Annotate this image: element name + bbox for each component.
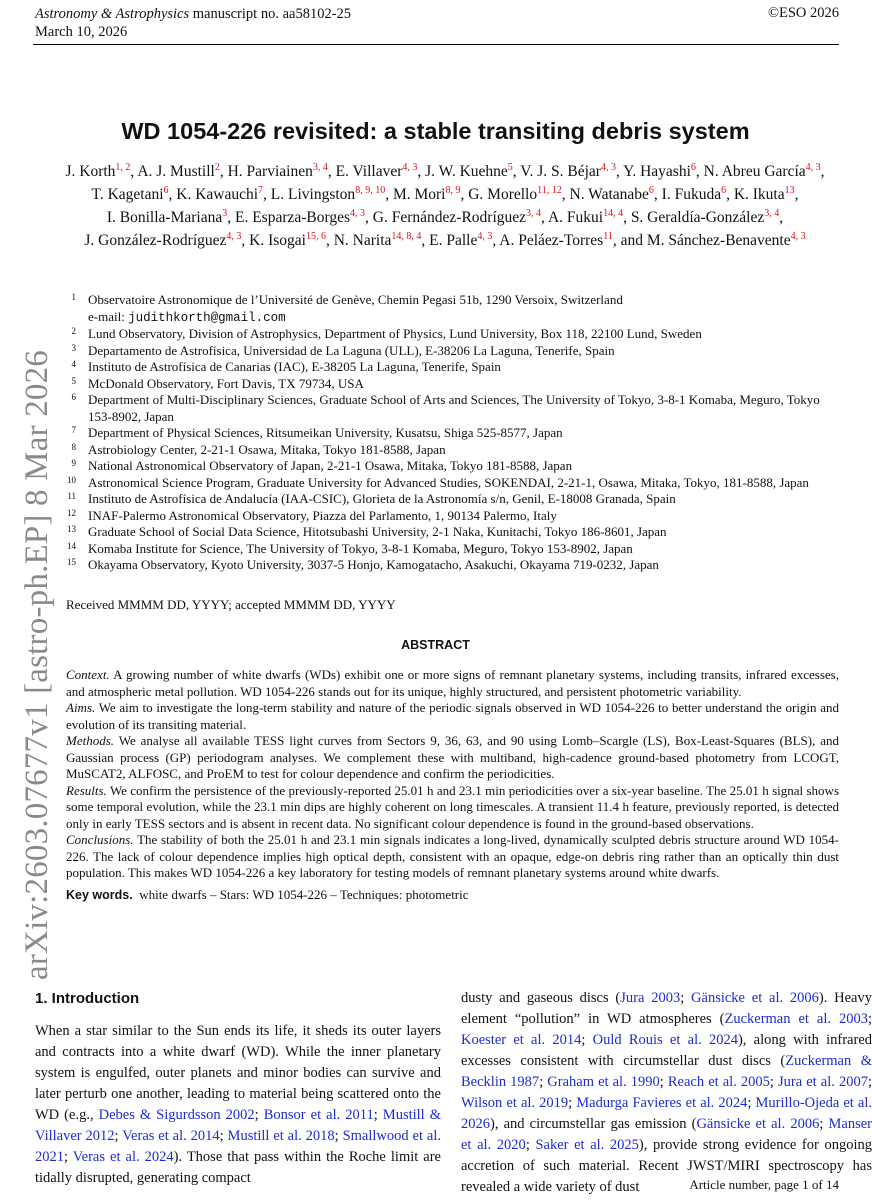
affiliation-text: Department of Multi-Disciplinary Sciences, Graduate School of Arts and Sciences, The University of Tokyo, 3-8-1 Komaba, Meguro, Tokyo 153-8902, Japan bbox=[88, 392, 820, 424]
affiliation-number: 12 bbox=[67, 507, 76, 518]
abstract-text: The stability of both the 25.01 h and 23.1 min signals indicates a long-lived, dynamically sculpted debris structure around WD 1054-226. The lack of colour dependence implies high optical depth, consistent with an opaque, edge-on debris ring rather than an optically thin dust population. This makes WD 1054-226 a key laboratory for testing models of remnant planetary systems around white dwarfs. bbox=[66, 832, 840, 880]
affiliation bbox=[62, 458, 840, 475]
body-text: ; bbox=[747, 1095, 756, 1111]
author-affiliation-ref[interactable]: 5 bbox=[507, 162, 513, 173]
arxiv-stamp[interactable]: arXiv:2603.07677v1 [astro-ph.EP] 8 Mar 2026 bbox=[19, 349, 55, 980]
header-date: March 10, 2026 bbox=[35, 24, 128, 40]
author-affiliation-ref[interactable]: 4, 3 bbox=[226, 231, 242, 242]
author: A. Peláez-Torres$^{11}$, and bbox=[499, 231, 643, 249]
intro-right-column bbox=[461, 988, 872, 1198]
abstract-label: Results. bbox=[66, 782, 107, 798]
page-footer: Article number, page 1 of 14 bbox=[689, 1177, 839, 1192]
affiliation-text: Astronomical Science Program, Graduate University for Advanced Studies, SOKENDAI, 2-21-1, Osawa, Mitaka, Tokyo, 181-8588, Japan bbox=[88, 474, 809, 490]
citation-link[interactable]: Jura 2003 bbox=[620, 990, 681, 1006]
abstract-label: Methods. bbox=[66, 733, 115, 748]
author: J. W. Kuehne$^5$, bbox=[425, 162, 517, 180]
author: H. Parviainen$^{3, 4}$, bbox=[227, 162, 332, 180]
affiliation bbox=[62, 557, 840, 574]
author-affiliation-ref[interactable]: 14, 8, 4 bbox=[391, 231, 422, 242]
author: E. Esparza-Borges$^{4, 3}$, bbox=[234, 208, 369, 226]
abstract-text: We confirm the persistence of the previously-reported 25.01 h and 23.1 min periodicities over a six-year baseline. The 25.01 h signal shows some temporal evolution, while the 23.1 min dips are highly coherent on long timescales. A transient 11.4 h feature, previously reported, is detected only in early TESS sectors and is absent in recent data. No significant colour dependence is found in the ground-based observations. bbox=[66, 782, 839, 831]
affiliation-text: Okayama Observatory, Kyoto University, 3037-5 Honjo, Kamogatacho, Asakuchi, Okayama 719-0232, Japan bbox=[88, 557, 659, 572]
citation-link[interactable]: Graham et al. 1990 bbox=[547, 1074, 660, 1090]
body-text: ; bbox=[373, 1107, 383, 1123]
author-affiliation-ref[interactable]: 4, 3 bbox=[790, 231, 806, 242]
citation-link[interactable]: Koester et al. 2014 bbox=[461, 1032, 582, 1048]
author-affiliation-ref[interactable]: 13 bbox=[784, 185, 795, 196]
body-text: ; bbox=[581, 1032, 593, 1048]
author-affiliation-ref[interactable]: 3, 4 bbox=[526, 208, 542, 219]
author-affiliation-ref[interactable]: 4, 3 bbox=[402, 162, 418, 173]
author-affiliation-ref[interactable]: 14, 4 bbox=[603, 208, 624, 219]
body-text: ; bbox=[659, 1074, 668, 1090]
affiliation bbox=[62, 359, 840, 376]
body-text: ; bbox=[254, 1107, 264, 1123]
body-text: ; bbox=[114, 1128, 123, 1144]
citation-link[interactable]: Wilson et al. 2019 bbox=[461, 1095, 569, 1111]
author-affiliation-ref[interactable]: 11, 12 bbox=[537, 185, 562, 196]
author-affiliation-ref[interactable]: 6 bbox=[721, 185, 727, 196]
citation-link[interactable]: Gänsicke et al. 2006 bbox=[691, 990, 819, 1006]
author: K. Isogai$^{15, 6}$, bbox=[249, 231, 330, 249]
affiliation-number: 2 bbox=[71, 326, 76, 336]
journal-name: Astronomy & Astrophysics bbox=[35, 6, 190, 22]
author-affiliation-ref[interactable]: 7 bbox=[258, 185, 264, 196]
abstract-text: A growing number of white dwarfs (WDs) exhibit one or more signs of remnant planetary systems, including transits, infrared excesses, and atmospheric metal pollution. WD 1054-226 stands out for its unique, highly structured, and persistent photometric variability. bbox=[66, 667, 839, 699]
author: K. Ikuta$^{13}$, bbox=[733, 185, 799, 203]
author: G. Fernández-Rodríguez$^{3, 4}$, bbox=[372, 208, 545, 226]
author-list bbox=[52, 160, 838, 252]
affiliation bbox=[62, 326, 840, 343]
abstract-label: Context. bbox=[66, 667, 110, 682]
affiliation-text: Department of Physical Sciences, Ritsumeikan University, Kusatsu, Shiga 525-8577, Japan bbox=[88, 425, 563, 440]
citation-link[interactable]: Veras et al. 2014 bbox=[122, 1128, 220, 1144]
affiliation-text: Lund Observatory, Division of Astrophysics, Department of Physics, Lund University, Box 118, 22100 Lund, Sweden bbox=[88, 326, 702, 341]
intro-left-column bbox=[35, 1021, 441, 1189]
abstract-paragraph bbox=[66, 783, 839, 833]
affiliation-number: 3 bbox=[71, 342, 76, 353]
author: E. Villaver$^{4, 3}$, bbox=[335, 162, 422, 180]
author: S. Geraldía-González$^{3, 4}$, bbox=[630, 208, 784, 226]
author: K. Kawauchi$^7$, bbox=[176, 185, 267, 203]
author-affiliation-ref[interactable]: 1, 2 bbox=[115, 162, 131, 173]
abstract-label: Conclusions. bbox=[66, 832, 134, 847]
affiliation bbox=[62, 425, 840, 442]
author-affiliation-ref[interactable]: 6 bbox=[163, 185, 169, 196]
citation-link[interactable]: Ould Rouis et al. 2024 bbox=[592, 1032, 738, 1048]
affiliation-number: 7 bbox=[71, 425, 76, 435]
affiliation bbox=[62, 343, 840, 360]
citation-link[interactable]: Murillo-Ojeda et al. 2026 bbox=[461, 1095, 872, 1132]
citation-link[interactable]: Gänsicke et al. 2006 bbox=[696, 1116, 820, 1132]
citation-link[interactable]: Madurga Favieres et al. 2024 bbox=[576, 1095, 748, 1111]
email-line: e-mail: judithkorth@gmail.com bbox=[88, 308, 286, 325]
author-affiliation-ref[interactable]: 4, 3 bbox=[350, 208, 366, 219]
body-text: ; bbox=[680, 990, 692, 1006]
keywords-text: white dwarfs – Stars: WD 1054-226 – Techniques: photometric bbox=[139, 886, 469, 902]
affiliation-text: Graduate School of Social Data Science, Hitotsubashi University, 2-1 Naka, Kunitachi, Tokyo 186-8601, Japan bbox=[88, 524, 667, 539]
author: I. Fukuda$^6$, bbox=[661, 185, 730, 203]
affiliation-text: Instituto de Astrofísica de Canarias (IAC), E-38205 La Laguna, Tenerife, Spain bbox=[88, 359, 501, 374]
body-text: ; bbox=[568, 1095, 577, 1111]
section-heading-introduction: 1. Introduction bbox=[35, 990, 140, 1007]
affiliation-number: 13 bbox=[67, 524, 76, 534]
affiliation bbox=[62, 475, 840, 492]
body-text: ; bbox=[219, 1128, 228, 1144]
header-rule bbox=[33, 44, 839, 45]
body-text: ; bbox=[525, 1137, 536, 1153]
citation-link[interactable]: Bonsor et al. 2011 bbox=[263, 1107, 374, 1123]
affiliation-number: 4 bbox=[71, 359, 76, 369]
citation-link[interactable]: Zuckerman & Becklin 1987 bbox=[461, 1053, 872, 1090]
author-affiliation-ref[interactable]: 11 bbox=[603, 231, 613, 242]
author-affiliation-ref[interactable]: 15, 6 bbox=[305, 231, 326, 242]
affiliation-number: 1 bbox=[71, 292, 76, 302]
affiliation-number: 8 bbox=[71, 441, 76, 452]
body-text: ; bbox=[769, 1074, 779, 1090]
author: E. Palle$^{4, 3}$, bbox=[429, 231, 497, 249]
author: I. Bonilla-Mariana$^3$, bbox=[106, 208, 232, 226]
affiliation bbox=[62, 491, 840, 508]
author: N. Watanabe$^6$, bbox=[569, 185, 658, 203]
affiliation bbox=[62, 376, 840, 393]
author-affiliation-ref[interactable]: 6 bbox=[648, 185, 654, 196]
citation-link[interactable]: Mustill & Villaver 2012 bbox=[35, 1107, 442, 1144]
affiliation-text: National Astronomical Observatory of Japan, 2-21-1 Osawa, Mitaka, Tokyo 181-8588, Japan bbox=[88, 458, 573, 473]
author: M. Mori$^{8, 9}$, bbox=[392, 185, 465, 203]
abstract-paragraph bbox=[66, 700, 839, 733]
author: J. Korth$^{1, 2}$, bbox=[65, 162, 135, 180]
affiliation-text: McDonald Observatory, Fort Davis, TX 79734, USA bbox=[88, 375, 364, 391]
author: N. Narita$^{14, 8, 4}$, bbox=[333, 231, 426, 249]
abstract-heading: ABSTRACT bbox=[401, 638, 470, 652]
affiliation bbox=[62, 508, 840, 525]
body-text: When a star similar to the Sun ends its life, it sheds its outer layers and contracts into a white dwarf (WD). While the inner planetary system is engulfed, outer planets and minor bodies can survive and later perturb one another, leading to material being scattered onto the WD (e.g., bbox=[35, 1023, 441, 1123]
affiliation bbox=[62, 292, 840, 309]
body-text: ; bbox=[819, 1116, 829, 1132]
citation-link[interactable]: Smallwood et al. 2021 bbox=[35, 1128, 441, 1165]
affiliation-number: 6 bbox=[71, 392, 76, 402]
author: A. Fukui$^{14, 4}$, bbox=[547, 208, 627, 226]
affiliation-text: Komaba Institute for Science, The University of Tokyo, 3-8-1 Komaba, Meguro, Tokyo 153-8902, Japan bbox=[88, 540, 633, 556]
affiliation-text: INAF-Palermo Astronomical Observatory, Piazza del Parlamento, 1, 90134 Palermo, Italy bbox=[88, 507, 557, 523]
abstract-text: We analyse all available TESS light curves from Sectors 9, 36, 63, and 90 using Lomb–Scargle (LS), Box-Least-Squares (BLS), and Gaussian process (GP) periodogram analyses. We complement these with multiband, high-cadence ground-based photometry from LCOGT, MuSCAT2, ALFOSC, and ProEM to test for colour dependence and confirm the periodicities. bbox=[66, 733, 840, 781]
body-text: dusty and gaseous discs ( bbox=[461, 990, 621, 1006]
author-affiliation-ref[interactable]: 6 bbox=[690, 162, 696, 173]
citation-link[interactable]: Jura et al. 2007 bbox=[778, 1074, 868, 1090]
author-affiliation-ref[interactable]: 4, 3 bbox=[477, 231, 493, 242]
author: T. Kagetani$^6$, bbox=[91, 185, 173, 203]
abstract-label: Aims. bbox=[66, 700, 96, 715]
body-text: ), and circumstellar gas emission ( bbox=[490, 1116, 697, 1132]
author: G. Morello$^{11, 12}$, bbox=[468, 185, 566, 203]
affiliation bbox=[62, 524, 840, 541]
affiliation bbox=[62, 541, 840, 558]
author-affiliation-ref[interactable]: 8, 9 bbox=[445, 185, 461, 196]
author-affiliation-ref[interactable]: 8, 9, 10 bbox=[355, 185, 386, 196]
affiliation-text: Astrobiology Center, 2-21-1 Osawa, Mitaka, Tokyo 181-8588, Japan bbox=[88, 441, 446, 457]
author: J. González-Rodríguez$^{4, 3}$, bbox=[84, 231, 246, 249]
affiliation-text: Instituto de Astrofísica de Andalucía (IAA-CSIC), Glorieta de la Astronomía s/n, Genil, E-18008 Granada, Spain bbox=[88, 491, 676, 506]
citation-link[interactable]: Mustill et al. 2018 bbox=[227, 1128, 335, 1144]
affiliation-text: Observatoire Astronomique de l’Université de Genève, Chemin Pegasi 51b, 1290 Versoix, Switzerland bbox=[88, 292, 623, 307]
abstract-text: We aim to investigate the long-term stability and nature of the periodic signals observed in WD 1054-226 to better understand the origin and evolution of its transiting material. bbox=[66, 700, 839, 732]
citation-link[interactable]: Reach et al. 2005 bbox=[667, 1074, 770, 1090]
paper-title: WD 1054-226 revisited: a stable transiting debris system bbox=[121, 118, 750, 144]
body-text: ; bbox=[867, 1011, 872, 1027]
keywords bbox=[66, 887, 839, 904]
body-text: ; bbox=[867, 1074, 872, 1090]
affiliation-number: 10 bbox=[67, 474, 76, 485]
body-text: ; bbox=[334, 1128, 343, 1144]
author: V. J. S. Béjar$^{4, 3}$, bbox=[520, 162, 620, 180]
manuscript-number: manuscript no. aa58102-25 bbox=[192, 6, 352, 22]
body-text: ). Heavy element “pollution” in WD atmospheres ( bbox=[461, 990, 872, 1027]
affiliation bbox=[62, 442, 840, 459]
abstract-paragraph bbox=[66, 667, 839, 700]
body-text: ), along with infrared excesses consistent with circumstellar dust discs ( bbox=[461, 1032, 872, 1069]
received-line: Received MMMM DD, YYYY; accepted MMMM DD, YYYY bbox=[66, 597, 396, 612]
body-text: ). Those that pass within the Roche limit are tidally disrupted, generating compact bbox=[35, 1149, 441, 1186]
abstract-paragraph bbox=[66, 832, 839, 882]
affiliation-number: 9 bbox=[71, 458, 76, 468]
affiliation-number: 14 bbox=[67, 540, 76, 551]
affiliation-number: 15 bbox=[67, 557, 76, 567]
author-affiliation-ref[interactable]: 3, 4 bbox=[764, 208, 780, 219]
body-text: ; bbox=[64, 1149, 73, 1165]
author: L. Livingston$^{8, 9, 10}$, bbox=[270, 185, 390, 203]
affiliation bbox=[62, 392, 840, 425]
citation-link[interactable]: Debes & Sigurdsson 2002 bbox=[98, 1107, 255, 1123]
body-text: ; bbox=[539, 1074, 548, 1090]
citation-link[interactable]: Veras et al. 2024 bbox=[72, 1149, 174, 1165]
citation-link[interactable]: Zuckerman et al. 2003 bbox=[724, 1011, 868, 1027]
abstract bbox=[66, 667, 839, 903]
citation-link[interactable]: Saker et al. 2025 bbox=[535, 1137, 639, 1153]
author: A. J. Mustill$^2$, bbox=[137, 162, 224, 180]
email-address[interactable]: judithkorth@gmail.com bbox=[128, 310, 286, 325]
affiliation-list bbox=[62, 292, 840, 574]
body-text: ), provide strong evidence for ongoing accretion of such material. Recent JWST/MIRI spectroscopy has revealed a wide variety of dust bbox=[461, 1137, 872, 1195]
author: N. Abreu García$^{4, 3}$, bbox=[703, 162, 825, 180]
author-affiliation-ref[interactable]: 2 bbox=[214, 162, 220, 173]
copyright: ©ESO 2026 bbox=[767, 5, 839, 21]
affiliation-number: 5 bbox=[71, 375, 76, 386]
author-affiliation-ref[interactable]: 4, 3 bbox=[600, 162, 616, 173]
author-affiliation-ref[interactable]: 3 bbox=[222, 208, 228, 219]
affiliation-number: 11 bbox=[67, 491, 76, 501]
author-affiliation-ref[interactable]: 4, 3 bbox=[805, 162, 821, 173]
keywords-label: Key words. bbox=[66, 887, 133, 902]
author: M. Sánchez-Benavente$^{4, 3}$ bbox=[646, 231, 806, 249]
running-header bbox=[35, 5, 351, 41]
affiliation-text: Departamento de Astrofísica, Universidad de La Laguna (ULL), E-38206 La Laguna, Tenerife, Spain bbox=[88, 342, 615, 358]
author-affiliation-ref[interactable]: 3, 4 bbox=[312, 162, 328, 173]
author: Y. Hayashi$^6$, bbox=[623, 162, 700, 180]
citation-link[interactable]: Manser et al. 2020 bbox=[461, 1116, 872, 1153]
abstract-paragraph bbox=[66, 733, 839, 783]
